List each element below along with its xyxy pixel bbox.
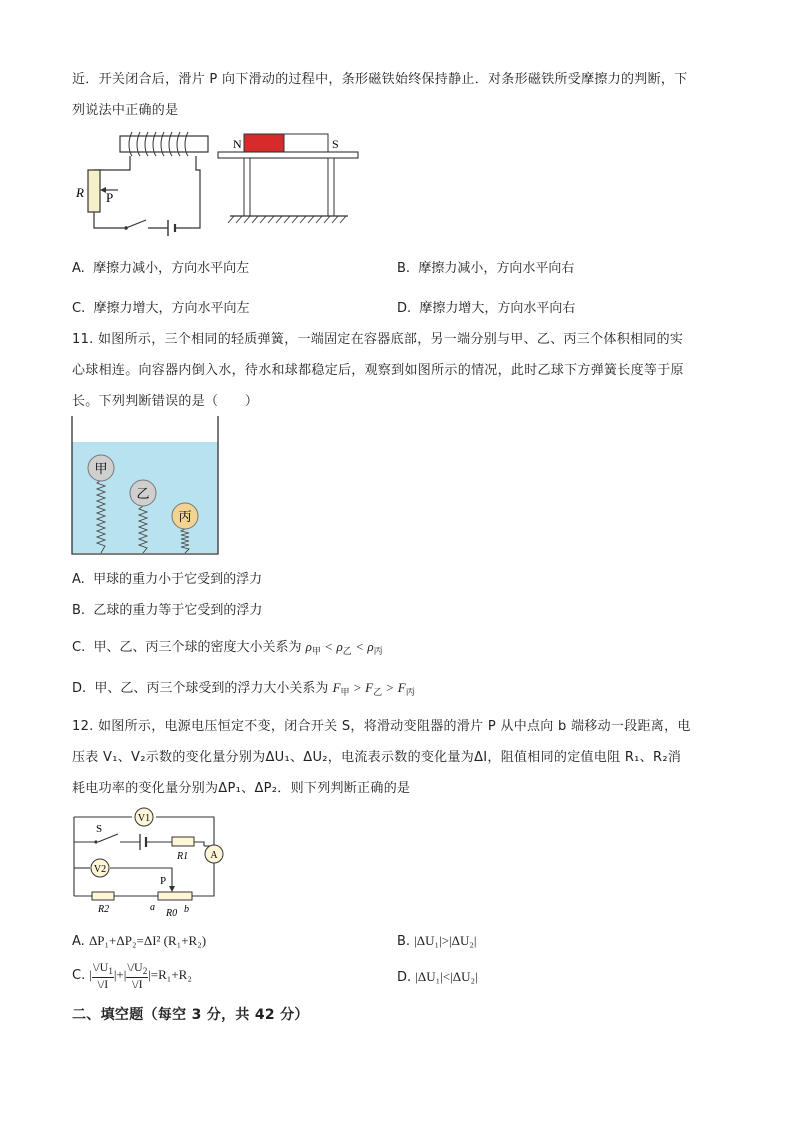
q12-option-c[interactable]: C. | $\frac{\backslash/U_1}{\backslash/I}$ |+| $\frac{\backslash/U_2}{\backslash/I}$ |=R₁+R₂ — [72, 960, 192, 991]
q10-circuit-figure — [72, 130, 372, 245]
q12-stem-line3: 耗电功率的变化量分别为ΔP₁、ΔP₂．则下列判断正确的是 — [72, 781, 411, 796]
q12-r0-label: R0 — [166, 908, 178, 919]
q10-label-R: R — [76, 185, 84, 200]
q11-stem-line3: 长。下列判断错误的是（ ） — [72, 394, 259, 409]
q12-option-b[interactable]: B. |ΔU₁|>|ΔU₂| — [397, 933, 477, 949]
q12-a-label: A — [210, 850, 218, 861]
q11-option-d[interactable]: D. 甲、乙、丙三个球受到的浮力大小关系为 $F_甲 > F_乙 > F_丙$ — [72, 680, 415, 698]
q12-r1-label: R1 — [177, 851, 189, 862]
ball-jia-label: 甲 — [94, 461, 108, 476]
q12-v1-label: V1 — [137, 813, 151, 824]
q11-option-b[interactable]: B. 乙球的重力等于它受到的浮力 — [72, 603, 263, 618]
q11-springs-figure — [70, 416, 222, 556]
q12-circuit-figure — [70, 806, 230, 924]
q10-label-S: S — [332, 137, 339, 151]
q10-stem-line2: 列说法中正确的是 — [72, 103, 179, 118]
q10-option-b[interactable]: B. 摩擦力减小，方向水平向右 — [397, 261, 575, 276]
q12-p-label: P — [160, 875, 167, 887]
q11-stem-line1: 11. 如图所示，三个相同的轻质弹簧，一端固定在容器底部，另一端分别与甲、乙、丙三个体积相同的实 — [72, 332, 684, 347]
q10-label-P: P — [106, 190, 114, 205]
q11-stem-line2: 心球相连。向容器内倒入水，待水和球都稳定后，观察到如图所示的情况，此时乙球下方弹簧长度等于原 — [72, 363, 684, 378]
q11-option-a[interactable]: A. 甲球的重力小于它受到的浮力 — [72, 572, 263, 587]
q12-b-end-label: b — [184, 904, 189, 915]
q12-option-d[interactable]: D. |ΔU₁|<|ΔU₂| — [397, 969, 478, 985]
ball-yi-label: 乙 — [136, 486, 150, 501]
q12-stem-line1: 12. 如图所示，电源电压恒定不变，闭合开关 S，将滑动变阻器的滑片 P 从中点向 b 端移动一段距离，电 — [72, 719, 691, 734]
ball-bing-label: 丙 — [178, 509, 192, 524]
q10-stem-line1: 近．开关闭合后，滑片 P 向下滑动的过程中，条形磁铁始终保持静止．对条形磁铁所受摩擦力的判断，下 — [72, 72, 688, 87]
q12-r2-label: R2 — [98, 904, 110, 915]
q10-option-a[interactable]: A. 摩擦力减小，方向水平向左 — [72, 261, 250, 276]
q12-stem-line2: 压表 V₁、V₂示数的变化量分别为ΔU₁、ΔU₂，电流表示数的变化量为ΔI，阻值相同的定值电阻 R₁、R₂消 — [72, 750, 682, 765]
q10-option-c[interactable]: C. 摩擦力增大，方向水平向左 — [72, 301, 250, 316]
q10-label-N: N — [233, 137, 242, 151]
q12-v2-label: V2 — [93, 864, 107, 875]
q12-a-end-label: a — [150, 902, 155, 913]
q10-option-d[interactable]: D. 摩擦力增大，方向水平向右 — [397, 301, 576, 316]
section-2-title: 二、填空题（每空 3 分，共 42 分） — [72, 1007, 309, 1023]
q11-option-c[interactable]: C. 甲、乙、丙三个球的密度大小关系为 $\rho_甲 < \rho_乙 < \rho_丙$ — [72, 639, 383, 657]
q12-option-a[interactable]: A. ΔP₁+ΔP₂=ΔI² (R₁+R₂) — [72, 933, 207, 949]
q12-s-label: S — [96, 823, 103, 835]
